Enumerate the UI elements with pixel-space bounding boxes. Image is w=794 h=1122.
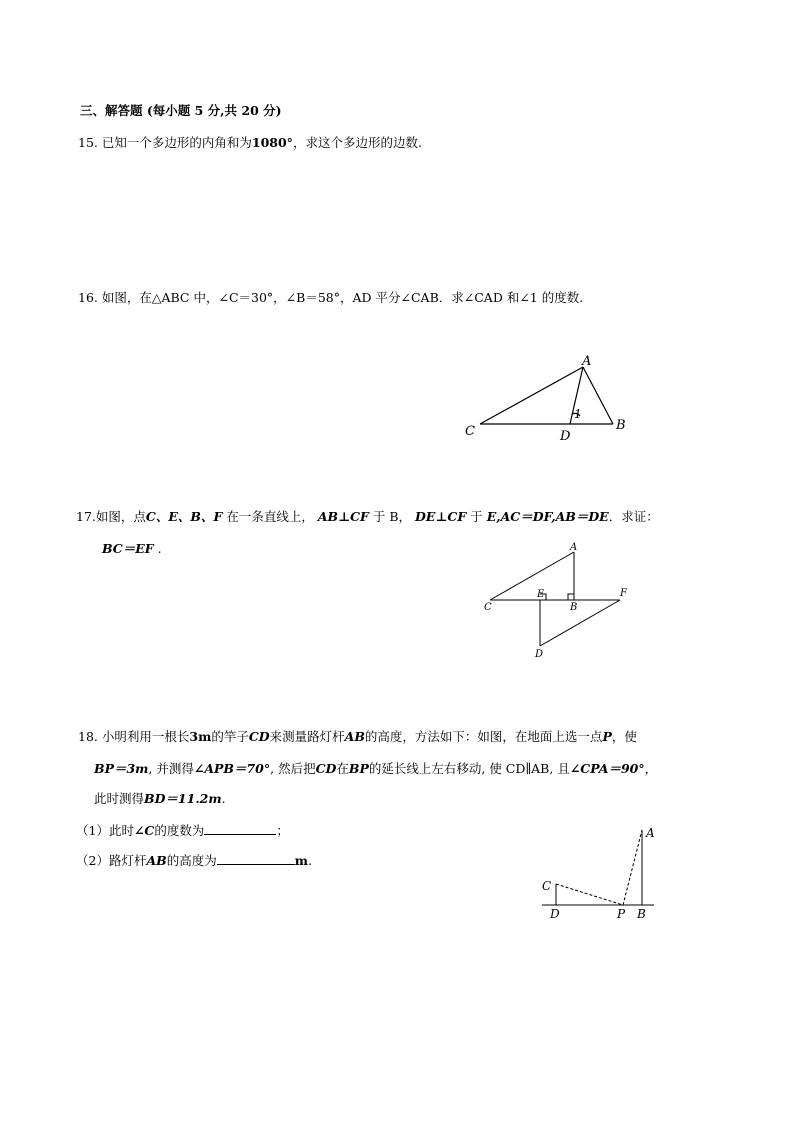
label-b: B bbox=[616, 418, 626, 433]
question-17 bbox=[76, 508, 659, 526]
sub-question-1 bbox=[76, 822, 289, 840]
bd-length: BD＝11.2m bbox=[144, 791, 222, 806]
pole-length: 3m bbox=[189, 729, 212, 744]
segment-df bbox=[540, 600, 620, 646]
section-header: 三、解答题 (每小题 5 分,共 20 分) bbox=[80, 103, 282, 118]
label-c: C bbox=[484, 602, 492, 613]
condition-equalities: E,AC＝DF,AB＝DE bbox=[486, 509, 609, 524]
sub-question-text: （1）此时 bbox=[76, 823, 134, 838]
condition-ab-perp: AB⊥CF bbox=[317, 509, 369, 524]
label-b: B bbox=[637, 907, 646, 921]
goal-period: . bbox=[157, 541, 162, 556]
sub-question-text: 的高度为 bbox=[166, 853, 217, 868]
label-p: P bbox=[617, 907, 626, 921]
segment-ab bbox=[583, 367, 613, 424]
lamp-ab: AB bbox=[146, 853, 167, 868]
question-text: 已知一个多边形的内角和为 bbox=[101, 135, 252, 150]
question-number: 16. bbox=[78, 290, 98, 305]
label-f: F bbox=[620, 588, 627, 599]
bp-length: BP＝3m bbox=[94, 761, 149, 776]
lamp-post-figure bbox=[538, 822, 668, 927]
triangle-abc-figure bbox=[460, 350, 640, 445]
label-d: D bbox=[550, 907, 560, 921]
sub-question-2 bbox=[76, 852, 312, 870]
question-17-goal bbox=[102, 540, 162, 558]
question-15 bbox=[78, 134, 422, 152]
answer-blank-1[interactable] bbox=[204, 822, 276, 835]
pole-cd: CD bbox=[315, 761, 337, 776]
sub-question-text: ； bbox=[276, 823, 289, 838]
label-e: E bbox=[537, 589, 545, 600]
angle-apb: ∠APB＝70° bbox=[193, 761, 271, 776]
segment-ca bbox=[480, 367, 583, 424]
question-text: 如图，在△ABC 中，∠C＝30°，∠B＝58°，AD 平分∠CAB．求∠CAD 和∠1 的度数. bbox=[101, 290, 584, 305]
question-text: . bbox=[221, 791, 226, 806]
proof-goal: BC＝EF bbox=[102, 541, 154, 556]
line-cp bbox=[556, 884, 623, 905]
angle-cpa: ∠CPA＝90° bbox=[569, 761, 645, 776]
sub-question-text: 的度数为 bbox=[154, 823, 205, 838]
question-text: 小明利用一根长 bbox=[101, 729, 190, 744]
angle-c: ∠C bbox=[133, 823, 155, 838]
question-number: 18. bbox=[78, 729, 98, 744]
question-text: 的竿子 bbox=[211, 729, 249, 744]
line-bp: BP bbox=[348, 761, 369, 776]
label-a: A bbox=[582, 354, 592, 369]
label-c: C bbox=[465, 424, 475, 439]
question-text: ，求这个多边形的边数. bbox=[292, 135, 422, 150]
question-text: 在 bbox=[336, 761, 349, 776]
points-list: C、E、B、F bbox=[145, 509, 223, 524]
sub-question-text: . bbox=[307, 853, 312, 868]
question-text: , 并测得 bbox=[148, 761, 194, 776]
two-triangles-figure bbox=[480, 540, 640, 665]
lamp-ab: AB bbox=[344, 729, 365, 744]
pole-cd: CD bbox=[248, 729, 270, 744]
label-angle-1: 1 bbox=[574, 407, 582, 421]
question-number: 17. bbox=[76, 509, 96, 524]
label-a: A bbox=[646, 826, 655, 840]
question-text: 如图，点 bbox=[95, 509, 146, 524]
angle-sum-value: 1080° bbox=[251, 135, 293, 150]
point-p: P bbox=[602, 729, 612, 744]
label-b: B bbox=[570, 602, 578, 613]
question-text: 于 bbox=[470, 509, 483, 524]
question-number: 15. bbox=[78, 135, 98, 150]
label-c: C bbox=[542, 879, 552, 893]
question-18-line3 bbox=[94, 790, 226, 808]
question-18 bbox=[78, 728, 637, 746]
line-pa bbox=[623, 830, 642, 905]
label-a: A bbox=[570, 542, 578, 553]
question-text: 于 B， bbox=[372, 509, 412, 524]
question-text: ，使 bbox=[611, 729, 637, 744]
question-text: 的高度，方法如下：如图，在地面上选一点 bbox=[364, 729, 603, 744]
sub-question-text: （2）路灯杆 bbox=[76, 853, 147, 868]
label-d: D bbox=[535, 649, 544, 660]
question-text: 此时测得 bbox=[94, 791, 145, 806]
question-text: , 然后把 bbox=[270, 761, 316, 776]
question-text: 在一条直线上， bbox=[226, 509, 314, 524]
segment-ac bbox=[490, 552, 574, 600]
answer-blank-2[interactable] bbox=[217, 852, 295, 865]
condition-de-perp: DE⊥CF bbox=[415, 509, 467, 524]
question-16 bbox=[78, 289, 583, 307]
right-angle-b bbox=[568, 594, 574, 600]
question-text: 来测量路灯杆 bbox=[269, 729, 345, 744]
question-text: ， bbox=[644, 761, 658, 776]
unit-m: m bbox=[294, 853, 308, 868]
question-18-line2 bbox=[94, 760, 657, 778]
label-d: D bbox=[560, 429, 571, 444]
question-text: ．求证： bbox=[608, 509, 659, 524]
question-text: 的延长线上左右移动, 使 CD∥AB, 且 bbox=[368, 761, 570, 776]
